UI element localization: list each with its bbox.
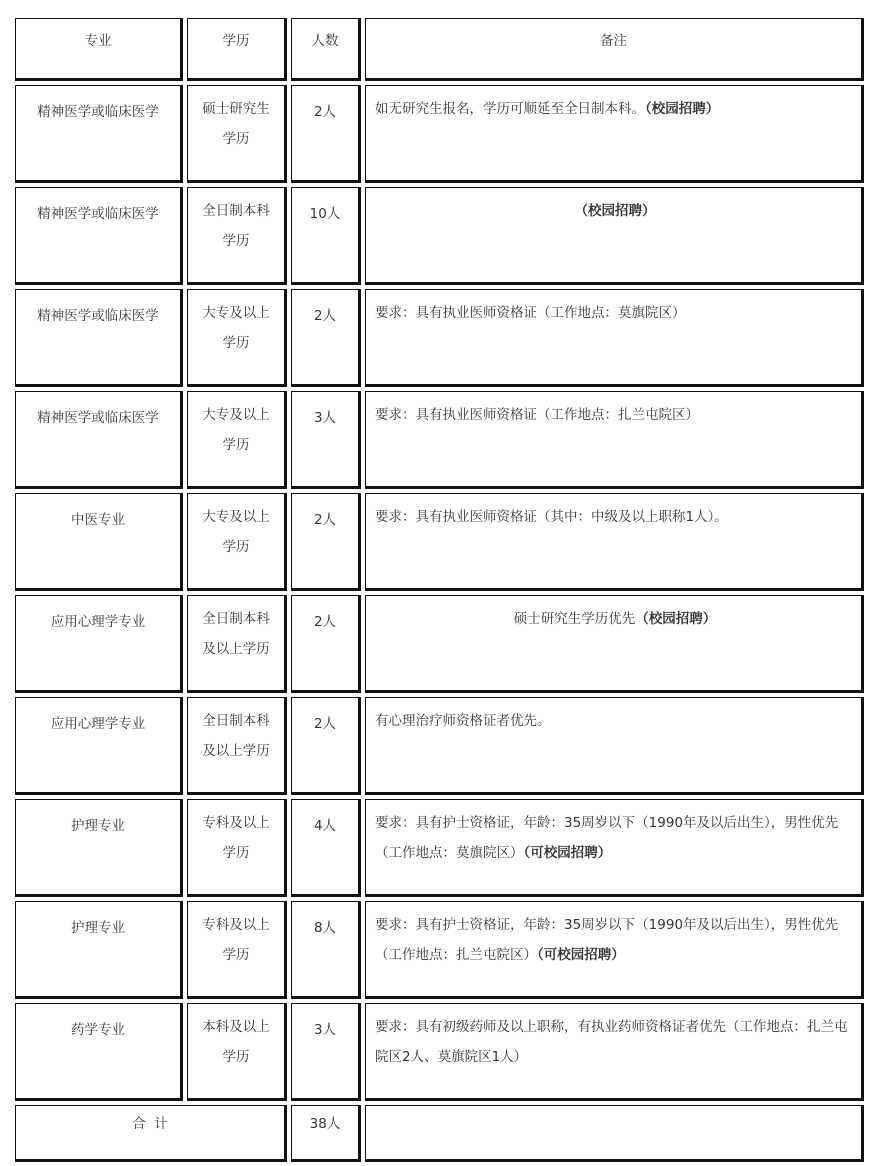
education-line: 专科及以上 bbox=[202, 917, 270, 933]
note-plain: 要求：具有执业医师资格证（工作地点：扎兰屯院区） bbox=[375, 407, 699, 423]
note-text bbox=[372, 196, 855, 226]
note-text bbox=[372, 910, 855, 970]
education-line: 全日制本科 bbox=[202, 611, 270, 627]
note-text bbox=[372, 808, 855, 868]
table-row bbox=[15, 1003, 864, 1101]
cell-education bbox=[187, 1003, 287, 1101]
education-line: 本科及以上 bbox=[202, 1019, 270, 1035]
education-line: 大专及以上 bbox=[202, 407, 270, 423]
education-line: 学历 bbox=[222, 1049, 250, 1065]
table-row bbox=[15, 799, 864, 897]
cell-education bbox=[187, 289, 287, 387]
cell-count: 2人 bbox=[291, 85, 361, 183]
cell-count: 8人 bbox=[291, 901, 361, 999]
note-emphasis: （校园招聘） bbox=[635, 611, 717, 627]
cell-major: 精神医学或临床医学 bbox=[15, 85, 183, 183]
cell-note bbox=[365, 697, 864, 795]
note-emphasis: （校园招聘） bbox=[574, 203, 656, 219]
note-text bbox=[372, 604, 855, 634]
cell-education bbox=[187, 85, 287, 183]
cell-education bbox=[187, 799, 287, 897]
cell-major: 精神医学或临床医学 bbox=[15, 391, 183, 489]
education-line: 专科及以上 bbox=[202, 815, 270, 831]
cell-major: 护理专业 bbox=[15, 901, 183, 999]
cell-count: 2人 bbox=[291, 595, 361, 693]
cell-major: 应用心理学专业 bbox=[15, 697, 183, 795]
education-line: 学历 bbox=[222, 437, 250, 453]
table-row bbox=[15, 391, 864, 489]
cell-major: 精神医学或临床医学 bbox=[15, 289, 183, 387]
cell-count: 3人 bbox=[291, 391, 361, 489]
cell-note bbox=[365, 391, 864, 489]
note-plain: 要求：具有执业医师资格证（其中：中级及以上职称1人）。 bbox=[375, 509, 728, 525]
cell-education bbox=[187, 901, 287, 999]
education-line: 硕士研究生 bbox=[202, 101, 270, 117]
education-line: 大专及以上 bbox=[202, 509, 270, 525]
cell-major: 中医专业 bbox=[15, 493, 183, 591]
table-row bbox=[15, 85, 864, 183]
header-note: 备注 bbox=[365, 18, 864, 81]
education-line: 学历 bbox=[222, 845, 250, 861]
cell-major: 药学专业 bbox=[15, 1003, 183, 1101]
cell-education bbox=[187, 187, 287, 285]
cell-count: 4人 bbox=[291, 799, 361, 897]
note-emphasis: （可校园招聘） bbox=[537, 947, 625, 963]
table-row bbox=[15, 187, 864, 285]
header-education: 学历 bbox=[187, 18, 287, 81]
note-emphasis: （可校园招聘） bbox=[523, 845, 612, 861]
total-row bbox=[15, 1105, 864, 1162]
education-line: 全日制本科 bbox=[202, 203, 270, 219]
total-count: 38人 bbox=[291, 1105, 361, 1162]
cell-major: 精神医学或临床医学 bbox=[15, 187, 183, 285]
cell-major: 应用心理学专业 bbox=[15, 595, 183, 693]
education-line: 及以上学历 bbox=[202, 641, 270, 657]
table-row bbox=[15, 493, 864, 591]
cell-count: 2人 bbox=[291, 493, 361, 591]
cell-count: 2人 bbox=[291, 697, 361, 795]
note-plain: 要求：具有护士资格证，年龄：35周岁以下（1990年及以后出生），男性优先（工作地点：莫旗院区） bbox=[375, 815, 839, 861]
table-row bbox=[15, 595, 864, 693]
total-note bbox=[365, 1105, 864, 1162]
table-row bbox=[15, 901, 864, 999]
education-line: 学历 bbox=[222, 539, 250, 555]
cell-education bbox=[187, 697, 287, 795]
cell-note bbox=[365, 493, 864, 591]
note-text bbox=[372, 706, 855, 736]
education-line: 及以上学历 bbox=[202, 743, 270, 759]
cell-note bbox=[365, 289, 864, 387]
note-emphasis: （校园招聘） bbox=[645, 101, 720, 117]
cell-note bbox=[365, 595, 864, 693]
cell-count: 2人 bbox=[291, 289, 361, 387]
education-line: 学历 bbox=[222, 335, 250, 351]
note-plain: 要求：具有护士资格证，年龄：35周岁以下（1990年及以后出生），男性优先（工作地点：扎兰屯院区） bbox=[375, 917, 839, 963]
education-line: 大专及以上 bbox=[202, 305, 270, 321]
header-count: 人数 bbox=[291, 18, 361, 81]
cell-major: 护理专业 bbox=[15, 799, 183, 897]
cell-note bbox=[365, 187, 864, 285]
note-text bbox=[372, 94, 855, 124]
note-text bbox=[372, 400, 855, 430]
note-text bbox=[372, 298, 855, 328]
cell-note bbox=[365, 1003, 864, 1101]
note-plain: 要求：具有执业医师资格证（工作地点：莫旗院区） bbox=[375, 305, 686, 321]
total-label: 合 计 bbox=[15, 1105, 287, 1162]
cell-count: 3人 bbox=[291, 1003, 361, 1101]
education-line: 学历 bbox=[222, 233, 250, 249]
cell-note bbox=[365, 799, 864, 897]
note-text bbox=[372, 1012, 855, 1072]
table-row bbox=[15, 697, 864, 795]
cell-education bbox=[187, 391, 287, 489]
cell-education bbox=[187, 493, 287, 591]
note-plain: 如无研究生报名，学历可顺延至全日制本科。 bbox=[375, 101, 645, 117]
cell-note bbox=[365, 85, 864, 183]
note-plain: 要求：具有初级药师及以上职称，有执业药师资格证者优先（工作地点：扎兰屯院区2人、莫旗院区1人） bbox=[375, 1019, 848, 1065]
education-line: 学历 bbox=[222, 947, 250, 963]
cell-count: 10人 bbox=[291, 187, 361, 285]
note-text bbox=[372, 502, 855, 532]
cell-note bbox=[365, 901, 864, 999]
recruitment-table bbox=[11, 14, 868, 1166]
note-plain: 硕士研究生学历优先 bbox=[513, 611, 636, 627]
education-line: 学历 bbox=[222, 131, 250, 147]
education-line: 全日制本科 bbox=[202, 713, 270, 729]
table-header-row bbox=[15, 18, 864, 81]
cell-education bbox=[187, 595, 287, 693]
table-row bbox=[15, 289, 864, 387]
note-plain: 有心理治疗师资格证者优先。 bbox=[375, 713, 551, 729]
header-major: 专业 bbox=[15, 18, 183, 81]
